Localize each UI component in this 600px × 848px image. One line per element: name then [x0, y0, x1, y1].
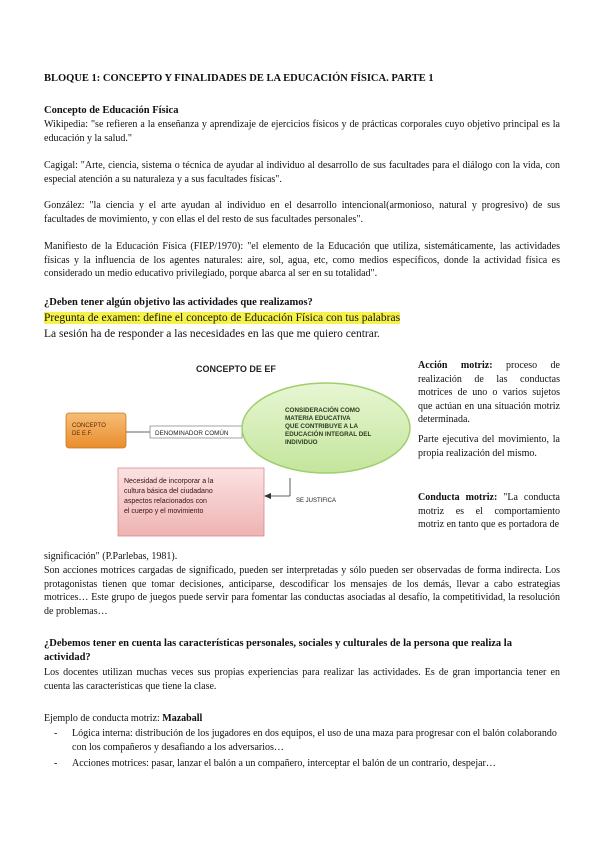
- diagram-arrow-head-icon: [264, 493, 271, 499]
- list-item: [44, 727, 560, 754]
- session-note: La sesión ha de responder a las necesidades en las que me quiero centrar.: [44, 328, 380, 340]
- list-item: [44, 757, 560, 771]
- page-title: BLOQUE 1: CONCEPTO Y FINALIDADES DE LA EDUCACIÓN FÍSICA. PARTE 1: [44, 73, 434, 84]
- diagram-ellipse-line1: CONSIDERACIÓN COMO: [285, 407, 360, 414]
- accion-motriz-parte: Parte ejecutiva del movimiento, la propia realización del mismo.: [418, 434, 560, 459]
- diagram-pink-line2: cultura básica del ciudadano: [124, 488, 213, 495]
- conducta-motriz-block: [418, 491, 560, 532]
- ejemplo-label: Ejemplo de conducta motriz:: [44, 713, 160, 724]
- diagram-left-box-line2: DE E.F.: [72, 431, 93, 437]
- diagram-ellipse-line2: MATERIA EDUCATIVA: [285, 415, 351, 422]
- diagram-ellipse-line4: EDUCACIÓN INTEGRAL DEL: [285, 431, 372, 438]
- diagram-pink-line4: el cuerpo y el movimiento: [124, 508, 204, 515]
- acciones-paragraph: Son acciones motrices cargadas de significado, pueden ser interpretadas y sólo pueden ser observadas de forma indirecta. Los protagonistas tienen que tomar decisiones, anticiparse, descodificar los mensajes de los demás, llevar a cabo estrategias motrices… Este grupo de juegos puede servir para fomentar las conductas asociadas al desafío, la competitividad, la resolución de problemas…: [44, 565, 560, 617]
- ejemplo-line: [44, 712, 560, 726]
- conducta-motriz-continuation: significación" (P.Parlebas, 1981).: [44, 551, 178, 562]
- definition-wikipedia: Wikipedia: "se refieren a la enseñanza y aprendizaje de ejercicios físicos y de prácticas corporales cuyo objetivo principal es la educación y la salud.": [44, 119, 560, 144]
- concept-diagram: [58, 356, 413, 546]
- diagram-title: CONCEPTO DE EF: [196, 364, 276, 374]
- accion-motriz-def: proceso de realización de las conductas motrices de uno o varios sujetos que actúan en una situación motriz determinada.: [418, 360, 560, 425]
- diagram-justifica-label: SE JUSTIFICA: [296, 498, 337, 504]
- conducta-motriz-term: Conducta motriz:: [418, 492, 498, 503]
- diagram-svg: [58, 356, 413, 546]
- exam-note: [44, 311, 560, 326]
- docentes-paragraph: Los docentes utilizan muchas veces sus propias experiencias para realizar las actividades. Es de gran importancia tener en cuenta las características que tiene la clase.: [44, 667, 560, 692]
- list-item-text: Lógica interna: distribución de los jugadores en dos equipos, el uso de una maza para progresar con el balón colaborando con los compañeros y desafiando a los adversarios…: [72, 728, 557, 753]
- accion-motriz-term: Acción motriz:: [418, 360, 493, 371]
- concept-heading: Concepto de Educación Física: [44, 105, 179, 116]
- definition-gonzalez: González: "la ciencia y el arte ayudan al individuo en el desarrollo intencional(armonioso, natural y progresivo) de sus facultades de movimiento, y con ellas el del resto de sus facultades personales".: [44, 200, 560, 225]
- diagram-pink-line1: Necesidad de incorporar a la: [124, 478, 214, 485]
- ejemplo-name: Mazaball: [162, 713, 203, 724]
- diagram-ellipse-line3: QUE CONTRIBUYE A LA: [285, 423, 358, 430]
- question-caracteristicas: ¿Debemos tener en cuenta las características personales, sociales y culturales de la persona que realiza la actividad?: [44, 638, 512, 663]
- diagram-left-box-line1: CONCEPTO: [72, 423, 106, 429]
- list-item-text: Acciones motrices: pasar, lanzar el balón a un compañero, interceptar el balón de un contrario, despejar…: [72, 758, 496, 769]
- definition-manifiesto: Manifiesto de la Educación Física (FIEP/1970): "el elemento de la Educación que utiliza, sistemáticamente, las actividades físicas y la influencia de los agentes naturales: aire, sol, agua, etc, como medios específicos, donde la actividad física es considerado un medio educativo privilegiado, porque abarca al ser en su totalidad".: [44, 241, 560, 279]
- accion-motriz-block: [418, 359, 560, 427]
- exam-note-highlight: Pregunta de examen: define el concepto de Educación Física con tus palabras: [44, 312, 401, 324]
- diagram-ellipse-line5: INDIVIDUO: [285, 439, 318, 446]
- question-objetivo: ¿Deben tener algún objetivo las actividades que realizamos?: [44, 297, 313, 308]
- conducta-motriz-def: "La conducta motriz es el comportamiento motriz en tanto que es portadora de: [418, 492, 560, 530]
- dash-bullet: -: [54, 728, 58, 739]
- definition-cagigal: Cagigal: "Arte, ciencia, sistema o técnica de ayudar al individuo al desarrollo de sus facultades para el diálogo con la vida, con especial atención a su naturaleza y a sus facultades físicas".: [44, 160, 560, 185]
- dash-bullet: -: [54, 758, 58, 769]
- diagram-pink-line3: aspectos relacionados con: [124, 498, 207, 505]
- diagram-connector-label: DENOMINADOR COMÚN: [155, 430, 229, 437]
- mazaball-list: [44, 727, 560, 774]
